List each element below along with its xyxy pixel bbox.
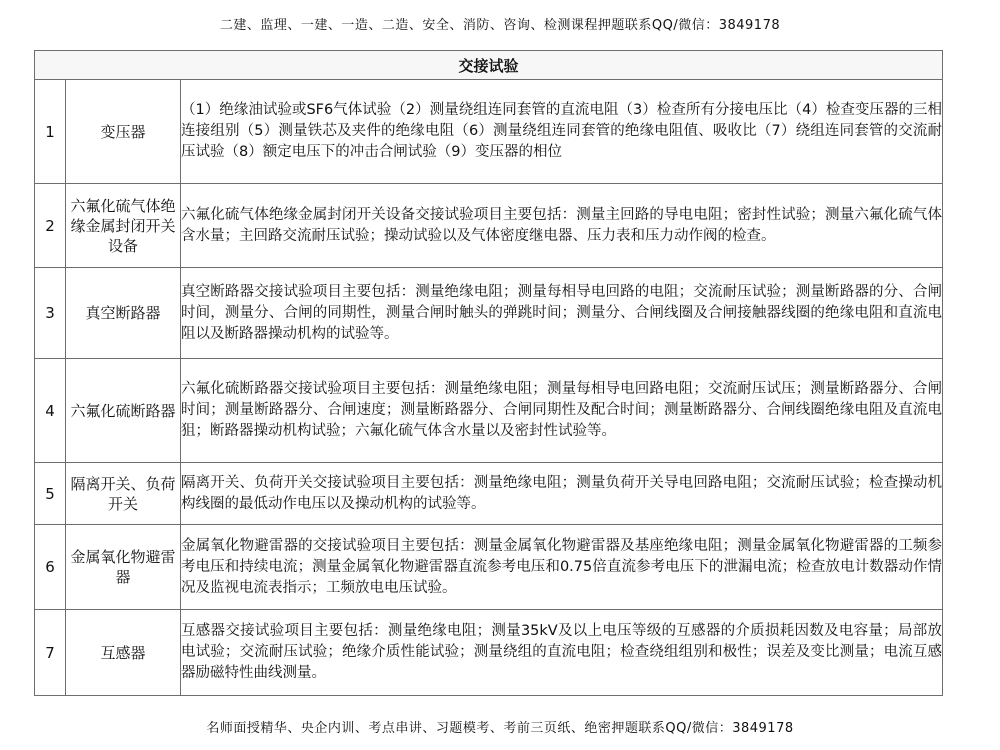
- test-items: （1）绝缘油试验或SF6气体试验（2）测量绕组连同套管的直流电阻（3）检查所有分接电压比（4）检查变压器的三相连接组别（5）测量铁芯及夹件的绝缘电阻（6）测量绕组连同套管的绝缘电阻值、吸收比（7）绕组连同套管的交流耐压试验（8）额定电压下的冲击合闸试验（9）变压器的相位: [181, 80, 943, 184]
- table-title-row: [35, 51, 943, 80]
- row-number: 1: [35, 80, 66, 184]
- test-items: 真空断路器交接试验项目主要包括：测量绝缘电阻；测量每相导电回路的电阻；交流耐压试验；测量断路器的分、合闸时间，测量分、合闸的同期性，测量合闸时触头的弹跳时间；测量分、合闸线圈及合闸接触器线圈的绝缘电阻和直流电阻以及断路器操动机构的试验等。: [181, 268, 943, 359]
- table-row: [35, 268, 943, 359]
- table-row: [35, 525, 943, 610]
- row-number: 2: [35, 184, 66, 268]
- table-row: [35, 80, 943, 184]
- footer-banner: 名师面授精华、央企内训、考点串讲、习题模考、考前三页纸、绝密押题联系QQ/微信：3849178: [206, 721, 794, 736]
- row-number: 6: [35, 525, 66, 610]
- test-items: 金属氧化物避雷器的交接试验项目主要包括：测量金属氧化物避雷器及基座绝缘电阻；测量金属氧化物避雷器的工频参考电压和持续电流；测量金属氧化物避雷器直流参考电压和0.75倍直流参考电压下的泄漏电流；检查放电计数器动作情况及监视电流表指示；工频放电电压试验。: [181, 525, 943, 610]
- table-row: [35, 184, 943, 268]
- test-items: 隔离开关、负荷开关交接试验项目主要包括：测量绝缘电阻；测量负荷开关导电回路电阻；交流耐压试验；检查操动机构线圈的最低动作电压以及操动机构的试验等。: [181, 463, 943, 525]
- handover-test-table: [34, 50, 943, 696]
- row-number: 4: [35, 359, 66, 463]
- table-title: 交接试验: [35, 51, 943, 80]
- test-items: 互感器交接试验项目主要包括：测量绝缘电阻；测量35kV及以上电压等级的互感器的介质损耗因数及电容量；局部放电试验；交流耐压试验；绝缘介质性能试验；测量绕组的直流电阻；检查绕组组别和极性；误差及变比测量；电流互感器励磁特性曲线测量。: [181, 610, 943, 696]
- row-number: 5: [35, 463, 66, 525]
- table-row: [35, 610, 943, 696]
- table-row: [35, 463, 943, 525]
- equipment-name: 真空断路器: [66, 268, 181, 359]
- header-banner: 二建、监理、一建、一造、二造、安全、消防、咨询、检测课程押题联系QQ/微信：3849178: [219, 18, 781, 33]
- row-number: 3: [35, 268, 66, 359]
- test-items: 六氟化硫断路器交接试验项目主要包括：测量绝缘电阻；测量每相导电回路电阻；交流耐压试压；测量断路器分、合闸时间；测量断路器分、合闸速度；测量断路器分、合闸同期性及配合时间；测量断路器分、合闸线圈绝缘电阻及直流电狙；断路器操动机构试验；六氟化硫气体含水量以及密封性试验等。: [181, 359, 943, 463]
- test-items: 六氟化硫气体绝缘金属封闭开关设备交接试验项目主要包括：测量主回路的导电电阻；密封性试验；测量六氟化硫气体含水量；主回路交流耐压试验；操动试验以及气体密度继电器、压力表和压力动作阀的检查。: [181, 184, 943, 268]
- equipment-name: 金属氧化物避雷器: [66, 525, 181, 610]
- equipment-name: 六氟化硫断路器: [66, 359, 181, 463]
- equipment-name: 变压器: [66, 80, 181, 184]
- row-number: 7: [35, 610, 66, 696]
- equipment-name: 互感器: [66, 610, 181, 696]
- equipment-name: 隔离开关、负荷开关: [66, 463, 181, 525]
- equipment-name: 六氟化硫气体绝缘金属封闭开关设备: [66, 184, 181, 268]
- table-row: [35, 359, 943, 463]
